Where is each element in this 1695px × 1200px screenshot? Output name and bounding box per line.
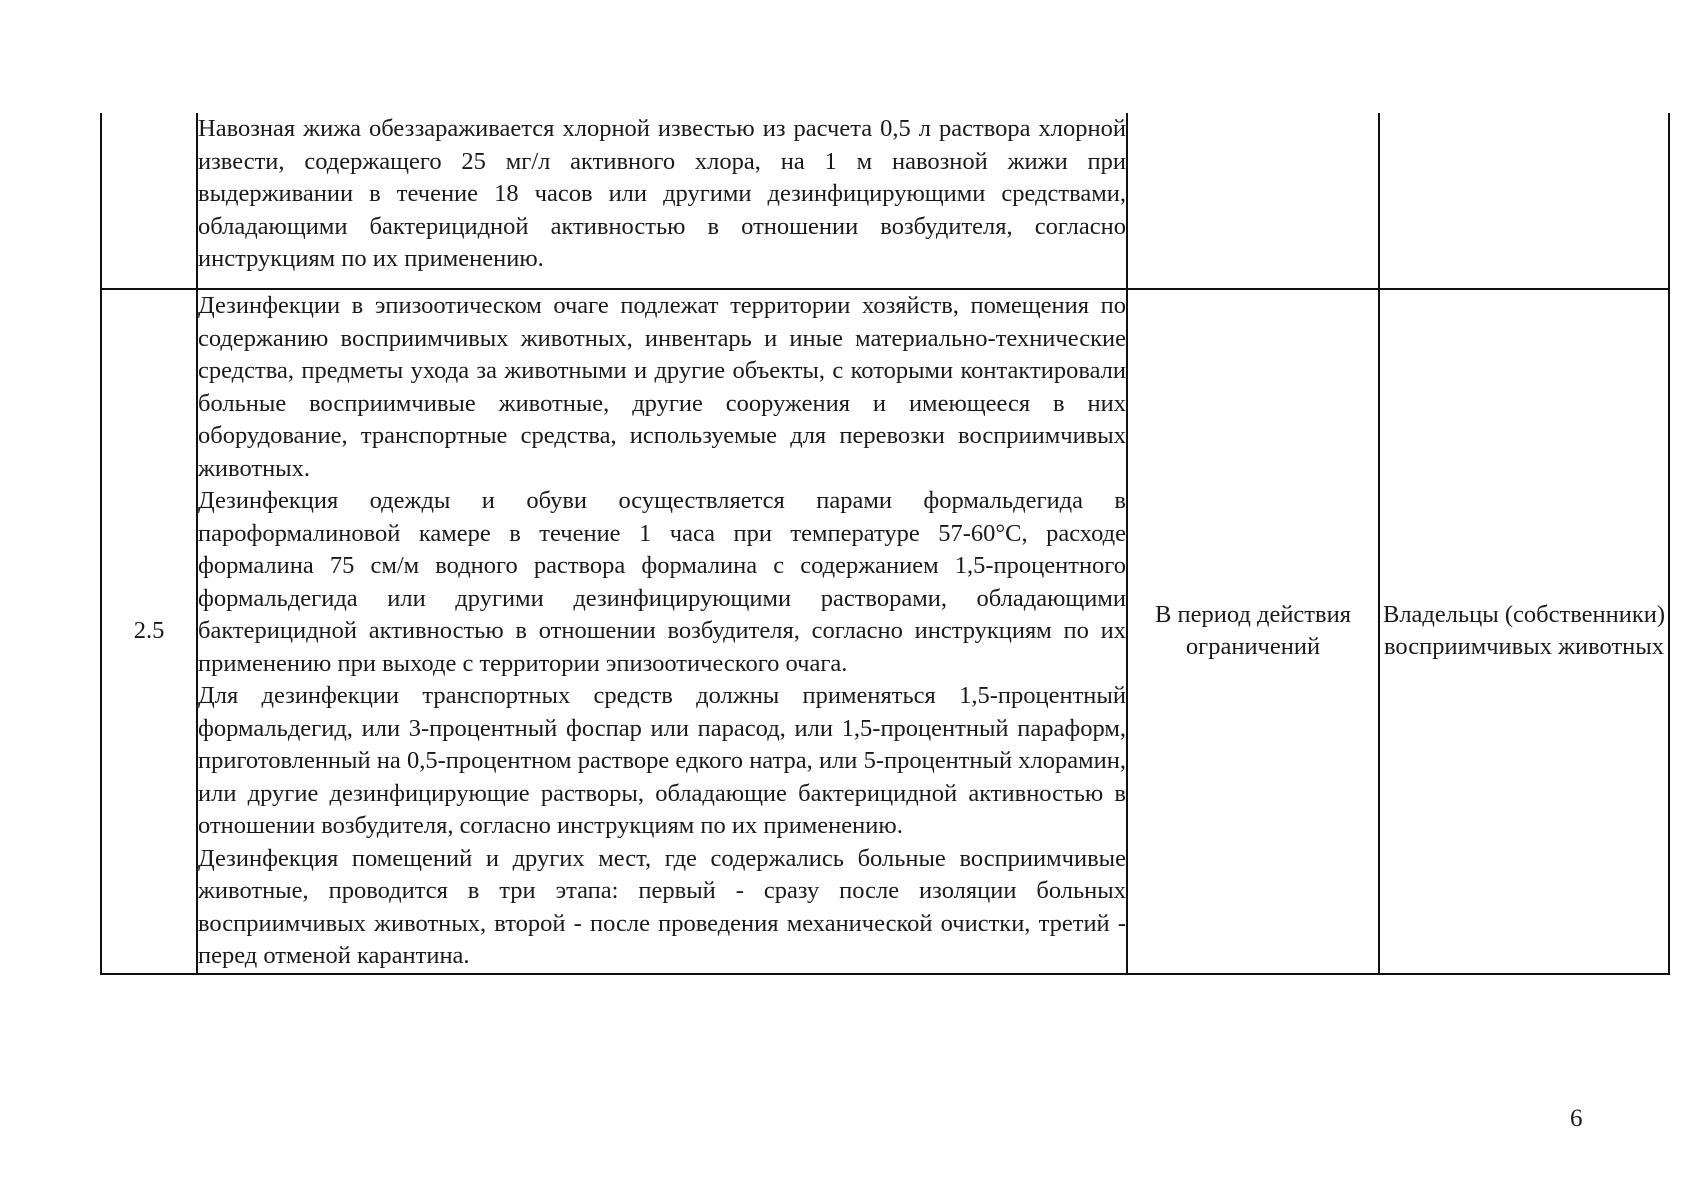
measure-paragraph: Дезинфекция помещений и других мест, где содержались больные восприимчивые животные, проводится в три этапа: первый - сразу после изоляции больных восприимчивых животных, второй - после проведения механической очистки, третий - перед отменой карантина. — [198, 844, 1126, 969]
row-number-cell — [101, 113, 197, 289]
table-row — [101, 289, 1669, 974]
period-cell: В период действия ограничений — [1127, 289, 1379, 974]
measure-description-cell — [197, 289, 1127, 974]
responsible-cell — [1379, 113, 1669, 289]
measure-paragraph: Дезинфекция одежды и обуви осуществляется парами формальдегида в пароформалиновой камере в течение 1 часа при температуре 57-60°С, расходе формалина 75 см/м водного раствора формалина с содержанием 1,5-процентного формальдегида или другими дезинфицирующими растворами, обладающими бактерицидной активностью в отношении возбудителя, согласно инструкциям по их применению при выходе с территории эпизоотического очага. — [198, 487, 1126, 677]
table-row — [101, 113, 1669, 289]
measure-description-cell — [197, 113, 1127, 289]
page-number: 6 — [1570, 1105, 1583, 1132]
measure-paragraph: Навозная жижа обеззараживается хлорной известью из расчета 0,5 л раствора хлорной извести, содержащего 25 мг/л активного хлора, на 1 м навозной жижи при выдерживании в течение 18 часов или другими дезинфицирующими средствами, обладающими бактерицидной активностью в отношении возбудителя, согласно инструкциям по их применению. — [198, 115, 1126, 272]
measure-paragraph: Для дезинфекции транспортных средств должны применяться 1,5-процентный формальдегид, или 3-процентный фоспар или парасод, или 1,5-процентный параформ, приготовленный на 0,5-процентном растворе едкого натра, или 5-процентный хлорамин, или другие дезинфицирующие растворы, обладающие бактерицидной активностью в отношении возбудителя, согласно инструкциям по их применению. — [198, 682, 1126, 839]
responsible-cell: Владельцы (собственники) восприимчивых животных — [1379, 289, 1669, 974]
period-cell — [1127, 113, 1379, 289]
measures-table — [100, 113, 1670, 975]
measure-paragraph: Дезинфекции в эпизоотическом очаге подлежат территории хозяйств, помещения по содержанию восприимчивых животных, инвентарь и иные материально-технические средства, предметы ухода за животными и другие объекты, с которыми контактировали больные восприимчивые животные, другие сооружения и имеющееся в них оборудование, транспортные средства, используемые для перевозки восприимчивых животных. — [198, 292, 1126, 482]
row-number-cell: 2.5 — [101, 289, 197, 974]
